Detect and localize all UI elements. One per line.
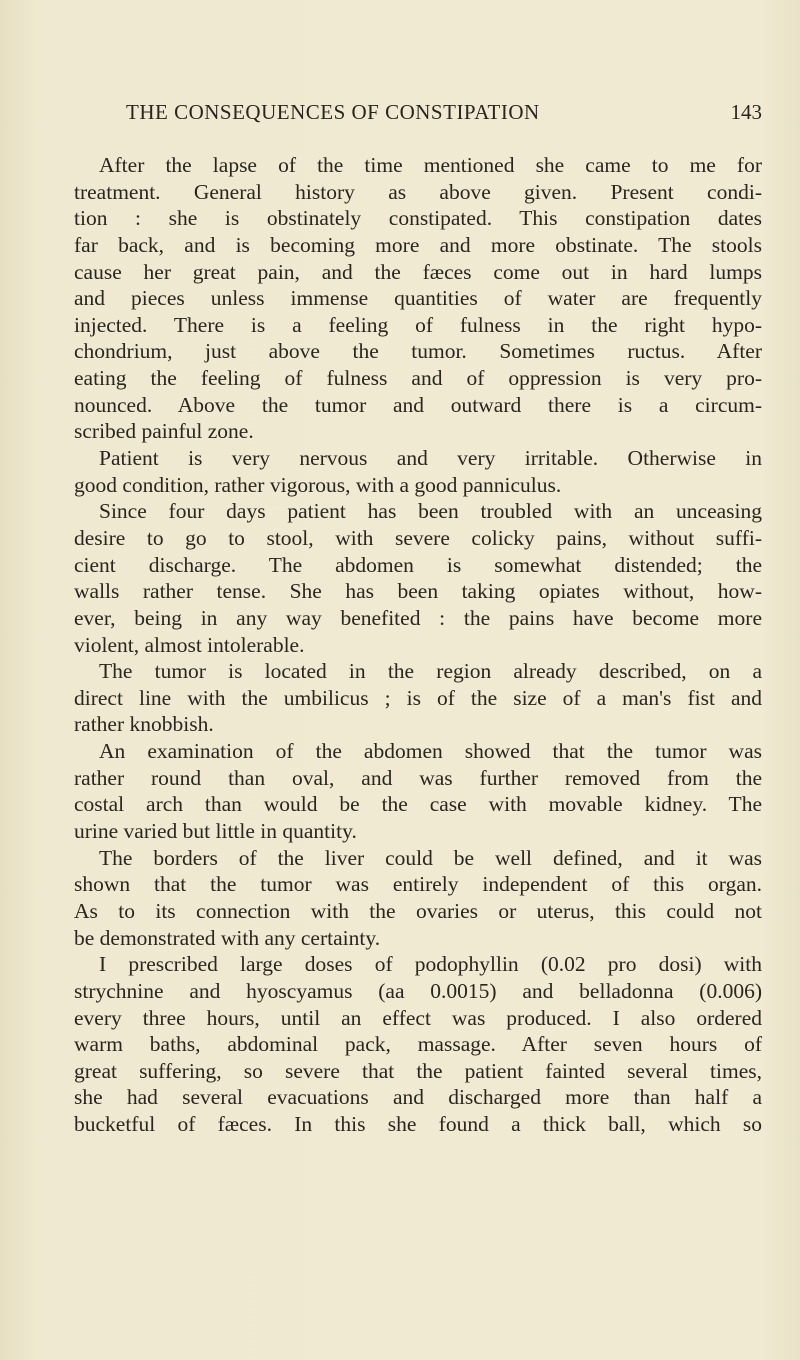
text-line: Patient is very nervous and very irritable. Otherwise in (99, 446, 762, 471)
text-line: good condition, rather vigorous, with a good panniculus. (74, 472, 562, 497)
text-line: direct line with the umbilicus ; is of the size of a man's fist and (74, 685, 762, 710)
text-line: The borders of the liver could be well defined, and it was (99, 845, 762, 870)
text-line: eating the feeling of fulness and of oppression is very pro- (74, 366, 762, 391)
page-number: 143 (730, 100, 762, 124)
text-line: she had several evacuations and discharged more than half a (74, 1085, 762, 1110)
text-line: be demonstrated with any certainty. (74, 925, 381, 950)
text-line: walls rather tense. She has been taking opiates without, how- (74, 579, 762, 604)
text-line: every three hours, until an effect was produced. I also ordered (74, 1005, 762, 1030)
running-head (90, 100, 770, 130)
text-line: injected. There is a feeling of fulness in the right hypo- (74, 312, 762, 337)
text-line: bucketful of fæces. In this she found a thick ball, which so (74, 1112, 762, 1137)
text-line: urine varied but little in quantity. (74, 819, 357, 844)
body-text (74, 152, 762, 1138)
text-line: cause her great pain, and the fæces come out in hard lumps (74, 259, 762, 284)
text-line: After the lapse of the time mentioned she came to me for (99, 153, 762, 177)
text-line: scribed painful zone. (74, 419, 254, 444)
text-line: costal arch than would be the case with movable kidney. The (74, 792, 762, 817)
text-line: nounced. Above the tumor and outward there is a circum- (74, 392, 762, 417)
text-line: The tumor is located in the region already described, on a (99, 659, 762, 684)
text-line: shown that the tumor was entirely independent of this organ. (74, 872, 762, 897)
text-line: I prescribed large doses of podophyllin (0.02 pro dosi) with (99, 952, 762, 977)
text-line: desire to go to stool, with severe colicky pains, without suffi- (74, 525, 762, 550)
text-line: great suffering, so severe that the patient fainted several times, (74, 1058, 762, 1083)
text-line: ever, being in any way benefited : the pains have become more (74, 605, 762, 630)
text-line: As to its connection with the ovaries or uterus, this could not (74, 898, 762, 923)
text-line: rather round than oval, and was further removed from the (74, 765, 762, 790)
text-line: warm baths, abdominal pack, massage. After seven hours of (74, 1032, 762, 1057)
text-line: cient discharge. The abdomen is somewhat distended; the (74, 552, 762, 577)
text-line: far back, and is becoming more and more obstinate. The stools (74, 232, 762, 257)
text-line: Since four days patient has been troubled with an unceasing (99, 499, 762, 524)
text-line: and pieces unless immense quantities of water are frequently (74, 286, 762, 311)
text-line: violent, almost intolerable. (74, 632, 305, 657)
text-line: strychnine and hyoscyamus (aa 0.0015) and belladonna (0.006) (74, 978, 762, 1003)
text-line: rather knobbish. (74, 712, 214, 737)
text-line: tion : she is obstinately constipated. This constipation dates (74, 206, 762, 231)
text-line: An examination of the abdomen showed that the tumor was (99, 739, 762, 764)
text-line: chondrium, just above the tumor. Sometimes ructus. After (74, 339, 762, 364)
text-line: treatment. General history as above given. Present condi- (74, 179, 762, 204)
running-title: THE CONSEQUENCES OF CONSTIPATION (126, 100, 540, 124)
